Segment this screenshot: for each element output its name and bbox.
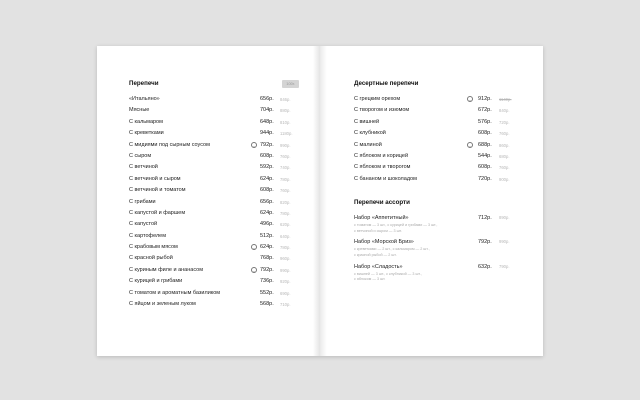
item-name: С грибами (129, 198, 156, 205)
item-price: 768р. (260, 255, 274, 262)
menu-item-row (129, 94, 299, 105)
set-old-price: 890р. (499, 215, 510, 221)
item-old-price: 810р. (280, 119, 291, 125)
item-price: 552р. (260, 289, 274, 296)
menu-item-row (354, 140, 526, 151)
set-header (354, 213, 526, 223)
item-old-price: 820р. (280, 199, 291, 205)
left-content (129, 79, 299, 310)
item-old-price: 760р. (499, 165, 510, 171)
set-header (354, 237, 526, 247)
item-name: С мидиями под сырным соусом (129, 141, 210, 148)
item-old-price: 900р. (499, 176, 510, 182)
item-price: 656р. (260, 96, 274, 102)
item-old-price: 760р. (499, 131, 510, 137)
item-old-price: 640р. (280, 233, 291, 239)
section-title-perepechi (129, 79, 299, 89)
item-name: С капустой и фаршем (129, 209, 186, 216)
item-price: 648р. (260, 118, 274, 125)
item-old-price: 920р. (280, 279, 291, 285)
section-title-dessert: Десертные перепечи (354, 80, 419, 87)
perepechi-list (129, 94, 299, 310)
item-name: С сыром (129, 152, 152, 159)
menu-item-row (129, 151, 299, 162)
menu-item-row (129, 288, 299, 299)
set-price: 792р. (478, 239, 492, 246)
menu-item-row (129, 253, 299, 264)
menu-item-row (129, 105, 299, 116)
menu-item-row (129, 197, 299, 208)
set-header (354, 262, 526, 272)
item-name: С бананом и шоколадом (354, 175, 417, 182)
menu-item-row (354, 151, 526, 162)
item-old-price: 990р. (280, 267, 291, 273)
item-price: 704р. (260, 107, 274, 114)
set-price: 712р. (478, 215, 492, 222)
item-old-price: 1140р. (499, 97, 512, 102)
item-old-price: 710р. (280, 302, 291, 308)
item-name: С ветчиной и сыром (129, 175, 181, 182)
item-price: 624р. (260, 209, 274, 216)
item-old-price: 680р. (499, 153, 510, 159)
set-item (354, 213, 526, 234)
menu-item-row (129, 265, 299, 276)
item-old-price: 740р. (280, 165, 291, 171)
item-price: 672р. (478, 107, 492, 114)
item-name: С яйцом и зеленым луком (129, 301, 196, 308)
set-description-line: с красной рыбой — 2 шт. (354, 252, 397, 257)
item-old-price: 620р. (280, 222, 291, 228)
item-price: 912р. (478, 96, 492, 102)
section-title-text: Перепечи (129, 80, 159, 87)
item-old-price: 720р. (499, 119, 510, 125)
badge-icon: – (468, 97, 472, 102)
item-name: С томатом и ароматным базиликом (129, 289, 221, 296)
menu-item-row (129, 242, 299, 253)
item-name: С крабовым мясом (129, 244, 178, 251)
set-price: 632р. (478, 263, 492, 270)
item-name: С куриным филе и ананасом (129, 266, 203, 273)
set-item (354, 237, 526, 258)
item-old-price: 780р. (280, 210, 291, 216)
menu-item-row (354, 128, 526, 139)
menu-item-row (354, 94, 526, 105)
item-old-price: 840р. (499, 108, 510, 114)
menu-spread (97, 46, 543, 356)
item-price: 624р. (260, 244, 274, 251)
assorti-list (354, 213, 526, 283)
item-price: 792р. (260, 141, 274, 148)
menu-item-row (129, 276, 299, 287)
left-page (97, 46, 320, 356)
set-name: Набор «Сладость» (354, 263, 403, 270)
menu-item-row (354, 174, 526, 185)
menu-item-row (129, 208, 299, 219)
set-description-line: с ветчиной и сыром — 3 шт. (354, 228, 402, 233)
item-price: 944р. (260, 130, 274, 137)
menu-item-row (354, 117, 526, 128)
set-name: Набор «Аппетитный» (354, 215, 409, 222)
item-name: С картофелем (129, 232, 166, 239)
item-price: 608р. (478, 130, 492, 137)
set-old-price: 790р. (499, 263, 510, 269)
item-name: «Итальяно» (129, 96, 160, 102)
item-name: С кальмаром (129, 118, 163, 125)
item-price: 608р. (260, 187, 274, 194)
badge-icon: – (252, 142, 256, 148)
right-content (354, 79, 526, 286)
item-price: 512р. (260, 232, 274, 239)
item-price: 568р. (260, 301, 274, 308)
item-name: С клубникой (354, 130, 386, 137)
item-price: 576р. (478, 118, 492, 125)
item-name: С ветчиной и томатом (129, 187, 186, 194)
badge-icon: – (252, 245, 256, 251)
item-old-price: 690р. (280, 290, 291, 296)
set-description-line: с томатом — 3 шт., с курицей и грибами — 3 шт., (354, 223, 438, 228)
item-name: С креветками (129, 130, 164, 137)
set-name: Набор «Морской Бриз» (354, 239, 414, 246)
item-price: 792р. (260, 266, 274, 273)
item-name: С ветчиной (129, 164, 158, 171)
item-name: С вишней (354, 118, 380, 125)
menu-item-row (354, 105, 526, 116)
item-name: С яблоком и творогом (354, 164, 411, 171)
item-name: С красной рыбой (129, 255, 173, 262)
item-old-price: 880р. (280, 108, 291, 114)
item-old-price: 1180р. (280, 131, 293, 137)
item-name: Мясные (129, 107, 150, 114)
item-price: 592р. (260, 164, 274, 171)
item-old-price: 990р. (280, 142, 291, 148)
item-price: 720р. (478, 175, 492, 182)
item-old-price: 860р. (499, 142, 510, 148)
item-name: С курицей и грибами (129, 278, 183, 285)
menu-item-row (129, 231, 299, 242)
set-item (354, 262, 526, 283)
menu-item-row (129, 219, 299, 230)
item-price: 608р. (478, 164, 492, 171)
set-description-line: с вишней — 3 шт., с клубникой — 3 шт., (354, 271, 422, 276)
set-description-line: с яблоком — 3 шт. (354, 277, 386, 282)
menu-item-row (129, 117, 299, 128)
item-old-price: 780р. (280, 176, 291, 182)
item-old-price: 760р. (280, 153, 291, 159)
item-price: 608р. (260, 152, 274, 159)
item-price: 624р. (260, 175, 274, 182)
badge-icon: – (468, 142, 472, 148)
dessert-list (354, 94, 526, 185)
menu-item-row (354, 162, 526, 173)
item-name: С творогом и изюмом (354, 107, 410, 114)
item-old-price: 760р. (280, 188, 291, 194)
item-price: 656р. (260, 198, 274, 205)
badge-icon: – (252, 267, 256, 273)
menu-item-row (129, 162, 299, 173)
set-old-price: 990р. (499, 239, 510, 245)
item-name: С малиной (354, 141, 382, 148)
item-price: 688р. (478, 141, 492, 148)
item-price: 496р. (260, 221, 274, 228)
section-title-assorti: Перепечи ассорти (354, 199, 410, 207)
menu-item-row (129, 174, 299, 185)
item-price: 544р. (478, 152, 492, 159)
menu-item-row (129, 128, 299, 139)
item-old-price: 960р. (280, 256, 291, 262)
item-old-price: 780р. (280, 245, 291, 251)
set-description-line: с креветками — 2 шт., с кальмаром — 2 шт., (354, 247, 430, 252)
item-name: С яблоком и корицей (354, 152, 409, 159)
item-price: 736р. (260, 278, 274, 285)
right-page (320, 46, 543, 356)
weight-tag: 100г. (282, 80, 299, 88)
item-name: С грецким орехом (354, 96, 401, 102)
menu-item-row (129, 140, 299, 151)
item-old-price: 846р. (280, 97, 291, 102)
item-name: С капустой (129, 221, 158, 228)
menu-item-row (129, 185, 299, 196)
menu-item-row (129, 299, 299, 310)
